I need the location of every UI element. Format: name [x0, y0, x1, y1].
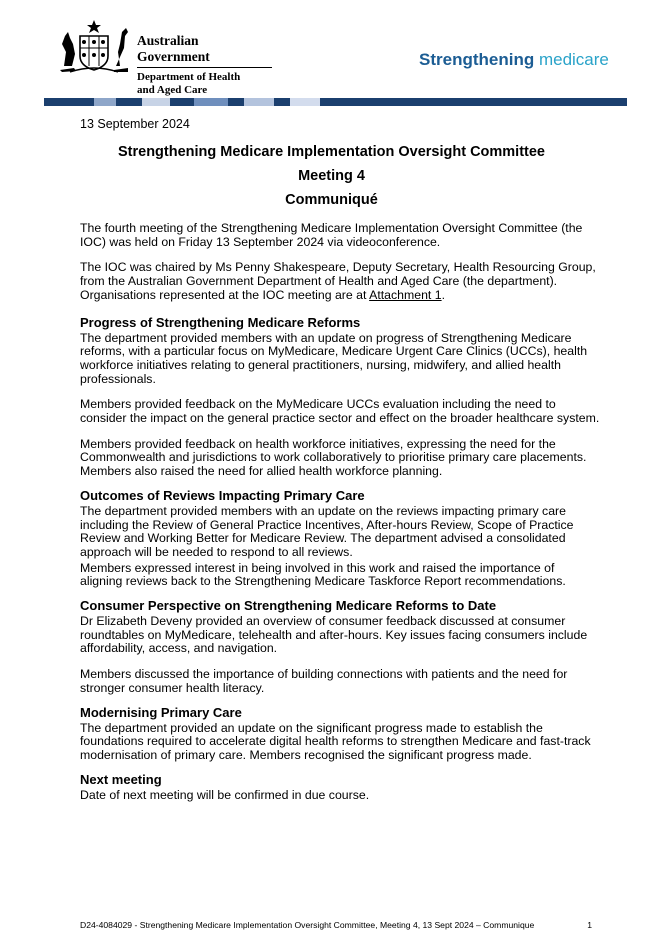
government-wordmark — [137, 33, 272, 97]
header-band — [44, 98, 627, 106]
meeting-number: Meeting 4 — [298, 168, 365, 184]
section-paragraph: Members discussed the importance of building connections with patients and the need for stronger consumer health literacy. — [80, 667, 568, 695]
document-title: Strengthening Medicare Implementation Oversight Committee — [117, 144, 545, 160]
section-heading-modernising: Modernising Primary Care — [80, 704, 242, 720]
section-heading-progress: Progress of Strengthening Medicare Reforms — [80, 314, 361, 330]
document-body — [80, 222, 600, 814]
section-paragraph: The department provided an update on the significant progress made to establish the foundations required to accelerate digital health reforms to strengthen Medicare and fast-track modernisation of primary care. Members recognised the significant progress made. — [80, 720, 591, 762]
section-paragraph: The department provided members with an update on the reviews impacting primary care including the Review of General Practice Incentives, After-hours Review, Scope of Practice Review and Working Better for Medicare Review. The department advised a consolidated approach will be needed to respond to all reviews. — [80, 503, 574, 559]
section-paragraph: Date of next meeting will be confirmed in due course. — [80, 787, 370, 802]
brand-word-medicare: medicare — [538, 50, 609, 69]
intro-paragraph-2 — [80, 261, 600, 302]
intro-paragraph-2-text: The IOC was chaired by Ms Penny Shakespeare, Deputy Secretary, Health Resourcing Group, from the Australian Government Department of Health and Aged Care (the department). Organisations represented at the IOC meeting are at — [80, 260, 596, 302]
section-heading-next-meeting: Next meeting — [80, 771, 162, 787]
footer-reference: D24-4084029 - Strengthening Medicare Implementation Oversight Committee, Meeting 4, 13 Sept 2024 – Communique — [80, 920, 535, 930]
section-heading-reviews: Outcomes of Reviews Impacting Primary Care — [80, 487, 365, 503]
attachment-1-link[interactable]: Attachment 1 — [369, 287, 442, 302]
section-paragraph: Dr Elizabeth Deveny provided an overview of consumer feedback discussed at consumer roundtables on MyMedicare, telehealth and after-hours. Key issues facing consumers include affordability, access, and navigation. — [80, 614, 588, 656]
section-paragraph: Members expressed interest in being involved in this work and raised the importance of aligning reviews back to the Strengthening Medicare Taskforce Report recommendations. — [80, 560, 566, 589]
intro-paragraph-1: The fourth meeting of the Strengthening Medicare Implementation Oversight Committee (the IOC) was held on Friday 13 September 2024 via videoconference. — [80, 221, 583, 249]
department-name-line2: and Aged Care — [137, 84, 208, 96]
page-footer — [80, 920, 592, 930]
coat-of-arms-logo — [58, 18, 130, 74]
document-date: 13 September 2024 — [80, 117, 190, 131]
strengthening-medicare-logo — [419, 50, 609, 70]
section-heading-consumer: Consumer Perspective on Strengthening Medicare Reforms to Date — [80, 598, 497, 614]
section-paragraph: Members provided feedback on health workforce initiatives, expressing the need for the Commonwealth and jurisdictions to work collaboratively to prioritise primary care placements. Members also raised the need for allied health workforce planning. — [80, 436, 587, 479]
intro-paragraph-2-end: . — [441, 287, 446, 302]
document-subtitle: Communiqué — [285, 192, 378, 208]
government-name: Australian Government — [137, 33, 272, 68]
page-number: 1 — [587, 920, 592, 930]
section-paragraph: Members provided feedback on the MyMedicare UCCs evaluation including the need to consider the impact on the general practice sector and effect on the broader healthcare system. — [80, 397, 600, 426]
section-paragraph: The department provided members with an update on progress of Strengthening Medicare reforms, with a particular focus on MyMedicare, Medicare Urgent Care Clinics (UCCs), health workforce initiatives relating to general practitioners, nursing, midwifery, and allied health professionals. — [80, 330, 588, 386]
department-name-line1: Department of Health — [137, 71, 241, 83]
brand-word-strengthening: Strengthening — [419, 50, 535, 69]
